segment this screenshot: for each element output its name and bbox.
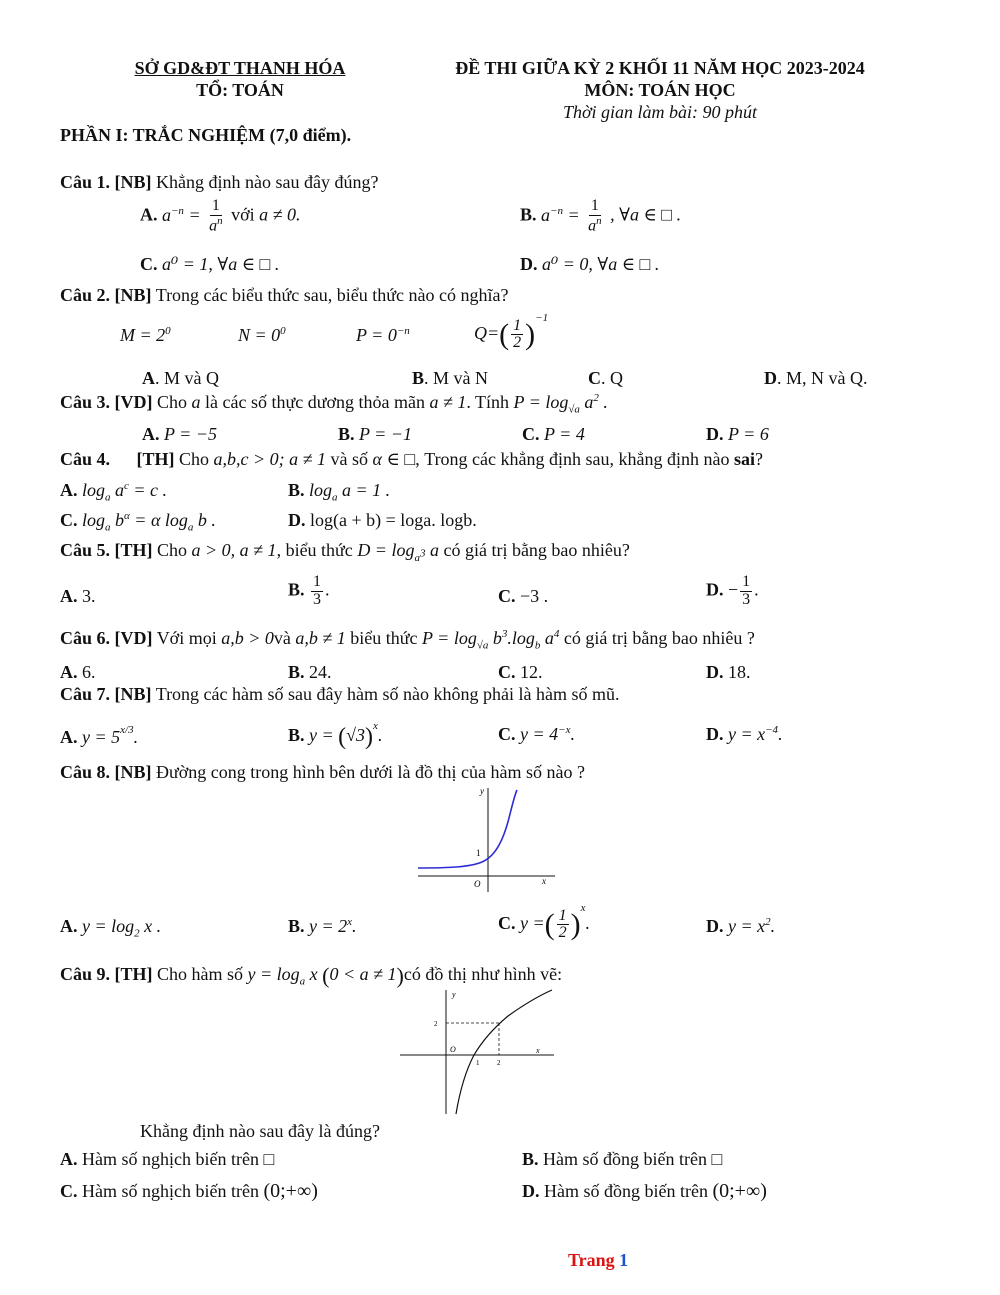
fraction: $\frac{1}{3}$ bbox=[742, 573, 751, 608]
option-letter: D. bbox=[706, 916, 724, 936]
option-letter: A. bbox=[142, 424, 160, 444]
q4-text: và số bbox=[330, 449, 369, 469]
option-letter: C. bbox=[140, 254, 158, 274]
q1a-tail: với bbox=[231, 204, 255, 225]
fraction: $\frac{1}{3}$ bbox=[313, 573, 322, 608]
q8-label: Câu 8. [NB] bbox=[60, 762, 152, 782]
option-letter: D. bbox=[706, 724, 724, 744]
q3-text: . Tính bbox=[466, 392, 510, 412]
option-letter: C. bbox=[522, 424, 540, 444]
q4-alpha: α ∈ □ bbox=[372, 449, 416, 469]
q8-option-c[interactable] bbox=[498, 902, 590, 942]
q5-option-b[interactable]: B. $\frac{1}{3}$ . bbox=[288, 573, 330, 608]
option-text: . M, N và Q. bbox=[777, 368, 868, 388]
option-value: 12. bbox=[520, 662, 543, 682]
q6-text: có giá trị bằng bao nhiêu ? bbox=[563, 628, 755, 648]
q2-option-c[interactable] bbox=[588, 368, 623, 389]
q6-text: biểu thức bbox=[350, 628, 418, 648]
option-letter: D. bbox=[520, 254, 538, 274]
option-text: . Q bbox=[601, 368, 623, 388]
option-letter: B. bbox=[522, 1149, 539, 1169]
q2-expr-m: $M = 2^0$ bbox=[120, 325, 171, 345]
y-axis-label: y bbox=[480, 786, 484, 796]
x-axis-label: x bbox=[536, 1046, 540, 1055]
q9-option-c[interactable] bbox=[60, 1180, 318, 1203]
q4-emphasis: sai bbox=[734, 449, 756, 469]
q4-tag: [TH] bbox=[136, 449, 175, 469]
y-one-label: 1 bbox=[476, 848, 481, 858]
q1c-expr: a⁰ = 1, ∀a ∈ □ . bbox=[162, 254, 280, 274]
q6-text: và bbox=[273, 628, 291, 648]
option-letter: A. bbox=[140, 204, 158, 225]
option-letter: C. bbox=[498, 586, 516, 606]
question-5 bbox=[60, 540, 630, 564]
q6-expr: $P = \log_{√a} b^3.\log_b$ $a^4$ bbox=[422, 628, 560, 652]
q4-option-a[interactable] bbox=[60, 480, 167, 504]
option-letter: A. bbox=[60, 662, 78, 682]
q6-option-d[interactable] bbox=[706, 662, 751, 683]
option-letter: B. bbox=[288, 480, 305, 500]
q9-cond: (0 < a ≠ 1) bbox=[322, 962, 404, 988]
exam-title: ĐỀ THI GIỮA KỲ 2 KHỐI 11 NĂM HỌC 2023-2024 bbox=[455, 58, 865, 78]
q8-option-b[interactable] bbox=[288, 916, 357, 937]
option-letter: D. bbox=[288, 510, 306, 530]
q3-option-a[interactable] bbox=[142, 424, 217, 445]
option-value: 24. bbox=[309, 662, 332, 682]
q2-text: Trong các biểu thức sau, biểu thức nào có nghĩa? bbox=[155, 285, 509, 305]
option-letter: D bbox=[764, 368, 777, 388]
q3-expr: $P = \log_{√a} a^2$ . bbox=[513, 392, 608, 416]
option-expr: $y = x^2$. bbox=[728, 916, 776, 936]
option-letter: C. bbox=[60, 510, 78, 530]
option-expr: $y = 5^{x/3}$. bbox=[82, 724, 139, 747]
option-value: 3. bbox=[82, 586, 96, 606]
option-letter: C. bbox=[498, 913, 516, 933]
option-text: . M và N bbox=[424, 368, 489, 388]
option-value: 6. bbox=[82, 662, 96, 682]
question-6 bbox=[60, 628, 755, 652]
exam-time: Thời gian làm bài: 90 phút bbox=[562, 102, 758, 122]
q5-option-a[interactable] bbox=[60, 586, 96, 607]
q9-option-a[interactable] bbox=[60, 1149, 274, 1170]
footer-page-number: 1 bbox=[619, 1250, 629, 1270]
q1b-tail: , ∀a ∈ □ . bbox=[610, 204, 682, 225]
fraction: $\frac{1}{a^n}$ bbox=[588, 197, 602, 235]
y-two-label: 2 bbox=[434, 1020, 438, 1028]
q1-option-a[interactable] bbox=[140, 198, 301, 235]
q6-option-b[interactable] bbox=[288, 662, 332, 683]
option-value: P = 4 bbox=[544, 424, 585, 444]
option-interval: (0;+∞) bbox=[712, 1180, 767, 1202]
option-expr: log(a + b) = loga. logb. bbox=[310, 510, 477, 530]
q7-text: Trong các hàm số sau đây hàm số nào không phải là hàm số mũ. bbox=[155, 684, 620, 704]
option-letter: A bbox=[142, 368, 155, 388]
q5-text: Cho bbox=[157, 540, 188, 560]
q4-text: ? bbox=[755, 449, 764, 469]
q3-var: a bbox=[191, 392, 201, 412]
q4-text: , Trong các khẳng định sau, khẳng định nào bbox=[415, 449, 730, 469]
q2-expr-n: $N = 0^0$ bbox=[238, 325, 286, 345]
q5-text: , biểu thức bbox=[276, 540, 353, 560]
q2-option-a[interactable] bbox=[142, 368, 219, 389]
q2-option-b[interactable] bbox=[412, 368, 488, 389]
q1b-expr: $a^{-n}$ = bbox=[541, 204, 580, 225]
option-expr: $y = x^{-4}$. bbox=[728, 724, 783, 744]
q4-option-d[interactable] bbox=[288, 510, 477, 531]
option-value: 18. bbox=[728, 662, 751, 682]
q3-option-b[interactable] bbox=[338, 424, 412, 445]
q9-option-b[interactable] bbox=[522, 1149, 722, 1170]
q3-label: Câu 3. [VD] bbox=[60, 392, 153, 412]
q1d-expr: a⁰ = 0, ∀a ∈ □ . bbox=[542, 254, 660, 274]
q1-label: Câu 1. [NB] bbox=[60, 172, 152, 192]
q7-label: Câu 7. [NB] bbox=[60, 684, 152, 704]
origin-label: O bbox=[450, 1045, 456, 1054]
option-expr: $y = \log_2 x$ . bbox=[82, 916, 162, 940]
q6-label: Câu 6. [VD] bbox=[60, 628, 153, 648]
option-expr: $\log_a a^c = c$ . bbox=[82, 480, 168, 504]
question-3 bbox=[60, 392, 608, 416]
q8-option-d[interactable] bbox=[706, 916, 775, 937]
option-letter: B bbox=[412, 368, 425, 388]
q9-logarithm-graph bbox=[396, 986, 558, 1118]
option-text: Hàm số đồng biến trên □ bbox=[543, 1149, 723, 1169]
q6-cond: a,b ≠ 1 bbox=[295, 628, 346, 648]
question-1 bbox=[60, 172, 378, 193]
option-letter: C. bbox=[60, 1181, 78, 1201]
q7-option-c[interactable] bbox=[498, 724, 575, 745]
question-4 bbox=[60, 449, 763, 470]
option-letter: D. bbox=[706, 579, 724, 600]
option-letter: C. bbox=[498, 724, 516, 744]
option-letter: D. bbox=[706, 662, 724, 682]
q3-text: là các số thực dương thỏa mãn bbox=[205, 392, 425, 412]
q2-expr-p: $P = 0^{-n}$ bbox=[356, 325, 410, 345]
option-letter: B. bbox=[288, 916, 305, 936]
q4-label: Câu 4. bbox=[60, 449, 111, 469]
q5-option-d[interactable]: D. − $\frac{1}{3}$ . bbox=[706, 573, 759, 608]
q1-option-d[interactable] bbox=[520, 254, 659, 275]
option-letter: B. bbox=[288, 662, 305, 682]
option-text: Hàm số đồng biến trên bbox=[544, 1181, 708, 1201]
option-value: P = −1 bbox=[359, 424, 412, 444]
option-expr: $y = 2^x$. bbox=[309, 916, 357, 936]
question-2 bbox=[60, 285, 508, 306]
q3-text: Cho bbox=[157, 392, 188, 412]
q9-text: có đồ thị như hình vẽ: bbox=[403, 964, 563, 984]
q4-option-b[interactable] bbox=[288, 480, 390, 504]
option-expr: $y = 4^{-x}$. bbox=[520, 724, 575, 744]
option-letter: A. bbox=[60, 480, 78, 500]
option-value: P = −5 bbox=[164, 424, 217, 444]
option-letter: B. bbox=[338, 424, 355, 444]
q9-expr: $y = \log_a x$ bbox=[247, 964, 318, 988]
fraction: $\frac{1}{a^n}$ bbox=[209, 197, 223, 235]
q7-option-d[interactable] bbox=[706, 724, 783, 745]
x-one-label: 1 bbox=[476, 1059, 480, 1067]
q1-text: Khẳng định nào sau đây đúng? bbox=[156, 172, 379, 192]
q8-option-a[interactable] bbox=[60, 916, 161, 940]
department-name: SỞ GD&ĐT THANH HÓA bbox=[134, 58, 346, 78]
q6-option-a[interactable] bbox=[60, 662, 96, 683]
option-letter: A. bbox=[60, 727, 78, 747]
footer-word: Trang bbox=[568, 1250, 615, 1270]
q1a-cond: a ≠ 0. bbox=[259, 204, 301, 225]
q2-label: Câu 2. [NB] bbox=[60, 285, 152, 305]
option-letter: B. bbox=[288, 579, 305, 600]
q3-option-c[interactable] bbox=[522, 424, 585, 445]
page-footer bbox=[568, 1250, 628, 1271]
q9-option-d[interactable] bbox=[522, 1180, 767, 1203]
option-expr: y =( $\frac{1}{2}$ )$^x$. bbox=[520, 902, 591, 942]
q4-text: Cho bbox=[179, 449, 210, 469]
exam-subject: MÔN: TOÁN HỌC bbox=[584, 80, 736, 100]
origin-label: O bbox=[474, 879, 481, 889]
q1a-expr: $a^{-n}$ = bbox=[162, 204, 201, 225]
option-text: . M và Q bbox=[155, 368, 219, 388]
section-title: PHẦN I: TRẮC NGHIỆM (7,0 điểm). bbox=[60, 125, 352, 145]
q8-text: Đường cong trong hình bên dưới là đồ thị của hàm số nào ? bbox=[156, 762, 585, 782]
option-expr: $y = (√3)^x$. bbox=[309, 720, 383, 750]
option-letter: B. bbox=[520, 204, 537, 225]
option-letter: B. bbox=[288, 725, 305, 745]
option-letter: C bbox=[588, 368, 601, 388]
option-letter: D. bbox=[522, 1181, 540, 1201]
q1-option-b[interactable] bbox=[520, 198, 681, 235]
q2-expr-q: Q=( $\frac{1}{2}$ )$^{-1}$ bbox=[474, 312, 549, 352]
x-axis-label: x bbox=[542, 876, 546, 886]
q9-label: Câu 9. [TH] bbox=[60, 964, 153, 984]
q5-text: có giá trị bằng bao nhiêu? bbox=[443, 540, 630, 560]
q4-option-c[interactable] bbox=[60, 510, 216, 534]
q9-question: Khẳng định nào sau đây là đúng? bbox=[140, 1121, 380, 1141]
option-letter: D. bbox=[706, 424, 724, 444]
q6-text: Với mọi bbox=[156, 628, 217, 648]
question-7 bbox=[60, 684, 619, 705]
question-9 bbox=[60, 964, 562, 988]
q3-cond: a ≠ 1 bbox=[429, 392, 467, 412]
q2-option-d[interactable] bbox=[764, 368, 868, 389]
option-interval: (0;+∞) bbox=[263, 1180, 318, 1202]
y-axis-label: y bbox=[452, 990, 456, 999]
option-letter: C. bbox=[498, 662, 516, 682]
q5-cond: a > 0, a ≠ 1 bbox=[191, 540, 277, 560]
option-value: P = 6 bbox=[728, 424, 769, 444]
question-8 bbox=[60, 762, 585, 783]
option-letter: A. bbox=[60, 586, 78, 606]
q1-option-c[interactable] bbox=[140, 254, 279, 275]
option-expr: $\log_a a = 1$ . bbox=[309, 480, 391, 504]
q5-expr: $D = \log_{a^3} a$ bbox=[357, 540, 439, 564]
option-letter: A. bbox=[60, 916, 78, 936]
q8-exponential-graph bbox=[410, 784, 560, 894]
q4-cond: a,b,c > 0; a ≠ 1 bbox=[213, 449, 327, 469]
q5-label: Câu 5. [TH] bbox=[60, 540, 153, 560]
q6-option-c[interactable] bbox=[498, 662, 543, 683]
option-text: Hàm số nghịch biến trên □ bbox=[82, 1149, 275, 1169]
exponential-curve bbox=[418, 790, 517, 868]
option-letter: A. bbox=[60, 1149, 78, 1169]
team-name: TỔ: TOÁN bbox=[196, 80, 284, 100]
q7-option-a[interactable] bbox=[60, 724, 138, 748]
option-expr: $\log_a b^\alpha = \alpha$ $\log_a b$ . bbox=[82, 510, 216, 534]
option-text: Hàm số nghịch biến trên bbox=[82, 1181, 259, 1201]
q5-option-c[interactable] bbox=[498, 586, 548, 607]
option-value: −3 . bbox=[520, 586, 549, 606]
x-two-label: 2 bbox=[497, 1059, 501, 1067]
q6-cond: a,b > 0 bbox=[221, 628, 274, 648]
q9-text: Cho hàm số bbox=[157, 964, 244, 984]
q7-option-b[interactable] bbox=[288, 720, 382, 749]
q3-option-d[interactable] bbox=[706, 424, 769, 445]
